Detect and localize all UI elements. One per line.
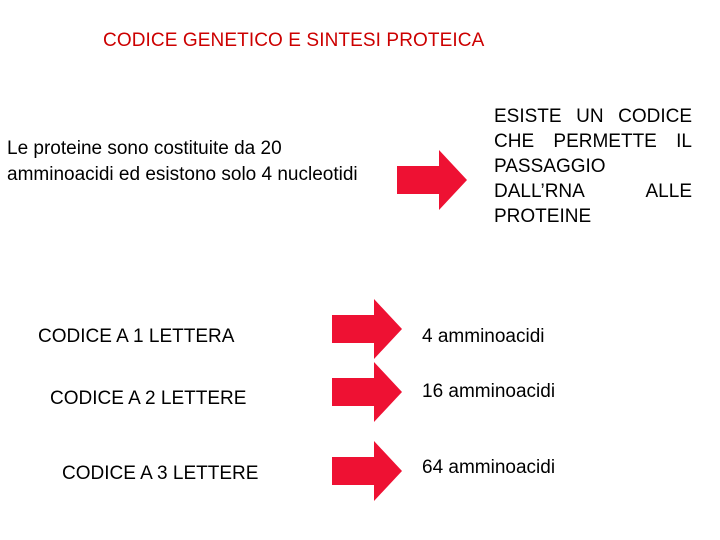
row-result-3-letters: 64 amminoacidi xyxy=(422,457,556,478)
row-label-1-letter: CODICE A 1 LETTERA xyxy=(38,326,235,347)
row-label-3-letters: CODICE A 3 LETTERE xyxy=(62,463,259,484)
page-title: CODICE GENETICO E SINTESI PROTEICA xyxy=(103,30,485,51)
right-arrow-icon xyxy=(397,150,467,210)
right-arrow-icon xyxy=(332,441,402,501)
row-label-2-letters: CODICE A 2 LETTERE xyxy=(50,388,247,409)
row-result-1-letter: 4 amminoacidi xyxy=(422,326,545,347)
intro-text: Le proteine sono costituite da 20 amminoacidi ed esistono solo 4 nucleotidi xyxy=(7,138,358,185)
row-result-2-letters: 16 amminoacidi xyxy=(422,381,556,402)
right-arrow-icon xyxy=(332,299,402,359)
right-arrow-icon xyxy=(332,362,402,422)
code-statement: ESISTE UN CODICE CHE PERMETTE IL PASSAGGIO DALL’RNA ALLE PROTEINE xyxy=(494,106,692,227)
